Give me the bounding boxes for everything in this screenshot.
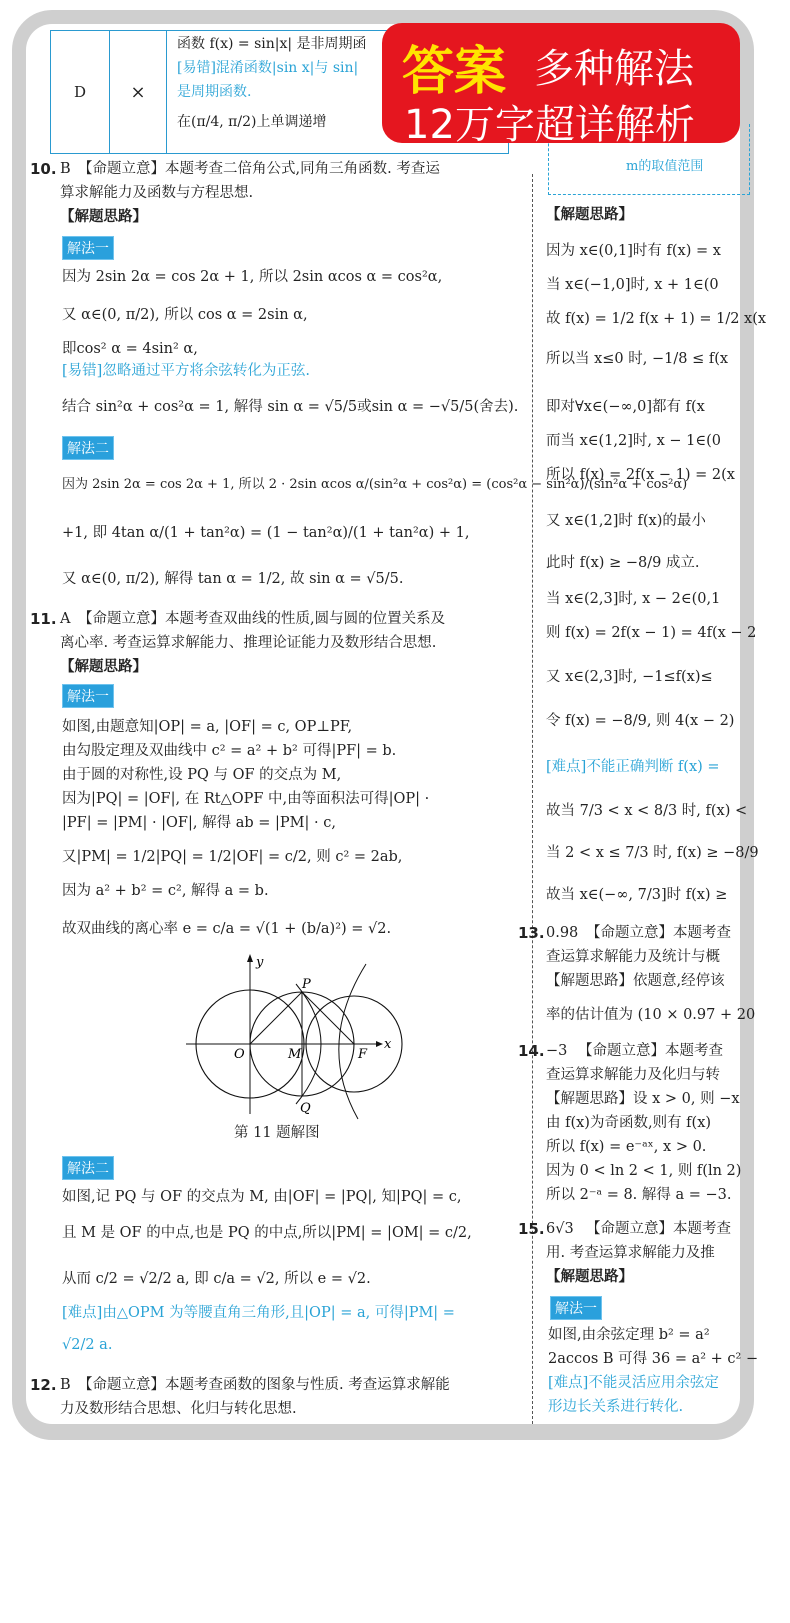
q11-line-7: 因为 a² + b² = c², 解得 a = b. [62, 883, 269, 899]
q11-line-3: 由于圆的对称性,设 PQ 与 OF 的交点为 M, [62, 767, 342, 783]
q11-line-6: 又|PM| = 1/2|PQ| = 1/2|OF| = c/2, 则 c² = 2ab, [62, 849, 403, 865]
q15-idea-heading: 【解题思路】 [546, 1269, 633, 1285]
q15-line-2: 2accos B 可得 36 = a² + c² − [548, 1351, 759, 1367]
r-line-8: 又 x∈(1,2]时 f(x)的最小 [546, 513, 706, 529]
q11-line-9: 如图,记 PQ 与 OF 的交点为 M, 由|OF| = |PQ|, 知|PQ| = c, [62, 1189, 462, 1205]
fig-label-m: M [288, 1047, 302, 1062]
q12-answer: B [60, 1377, 71, 1393]
segment-op [250, 992, 302, 1044]
q10-line-6: +1, 即 4tan α/(1 + tan²α) = (1 − tan²α)/(1 + tan²α) + 1, [62, 525, 470, 541]
option-line-4: 在(π/4, π/2)上单调递增 [177, 114, 327, 130]
option-letter: D [51, 31, 110, 154]
q10-number: 10. [30, 160, 57, 178]
q15-difficulty-note: [难点]不能灵活应用余弦定 [548, 1375, 719, 1391]
q11-line-1: 如图,由题意知|OP| = a, |OF| = c, OP⊥PF, [62, 719, 353, 735]
q10-line-7: 又 α∈(0, π/2), 解得 tan α = 1/2, 故 sin α = √5/5. [62, 571, 404, 587]
q11-idea-heading: 【解题思路】 [60, 659, 147, 675]
q11-method-1-tag: 解法一 [62, 684, 114, 708]
q14-line-3: 所以 f(x) = e⁻ᵃˣ, x > 0. [546, 1139, 707, 1155]
q10-method-2-tag: 解法二 [62, 436, 114, 460]
q15-difficulty-note-2: 形边长关系进行转化. [548, 1399, 684, 1415]
q12-intent: 【命题立意】本题考查函数的图象与性质. 考查运算求解能 [78, 1377, 450, 1393]
q13-intent: 【命题立意】本题考查 [586, 925, 731, 941]
q11-intent: 【命题立意】本题考查双曲线的性质,圆与圆的位置关系及 [78, 611, 446, 627]
q11-answer: A [60, 611, 71, 627]
fig-label-y: y [256, 955, 264, 970]
banner-subtitle: 12万字超详解析 [404, 102, 695, 148]
q11-line-10: 且 M 是 OF 的中点,也是 PQ 的中点,所以|PM| = |OM| = c/2, [62, 1225, 472, 1241]
q12-intent-2: 力及数形结合思想、化归与转化思想. [60, 1401, 297, 1417]
q14-line-5: 所以 2⁻ᵃ = 8. 解得 a = −3. [546, 1187, 732, 1203]
fig-label-f: F [358, 1047, 368, 1062]
q11-line-5: |PF| = |PM| · |OF|, 解得 ab = |PM| · c, [62, 815, 336, 831]
r-line-1: 因为 x∈(0,1]时有 f(x) = x [546, 243, 721, 259]
option-line-2: [易错]混淆函数|sin x|与 sin| [177, 60, 359, 76]
q10-line-3: 即cos² α = 4sin² α, [62, 341, 198, 357]
q14-intent-2: 查运算求解能力及化归与转 [546, 1067, 720, 1083]
segment-pf [302, 992, 354, 1044]
q13-number: 13. [518, 924, 545, 942]
q14-number: 14. [518, 1042, 545, 1060]
y-axis-arrow [247, 954, 253, 962]
q10-answer: B [60, 161, 71, 177]
fig-label-o: O [234, 1047, 245, 1062]
q15-answer: 6√3 [546, 1221, 574, 1237]
q10-line-2: 又 α∈(0, π/2), 所以 cos α = 2sin α, [62, 307, 308, 323]
q10-intent-2: 算求解能力及函数与方程思想. [60, 185, 254, 201]
r-line-4: 所以当 x≤0 时, −1/8 ≤ f(x [546, 351, 729, 367]
q11-difficulty-note-2: √2/2 a. [62, 1337, 113, 1353]
q11-line-8: 故双曲线的离心率 e = c/a = √(1 + (b/a)²) = √2. [62, 921, 392, 937]
q15-intent: 【命题立意】本题考查 [586, 1221, 731, 1237]
r-line-13: 令 f(x) = −8/9, 则 4(x − 2) [546, 713, 735, 729]
fig-label-q: Q [300, 1101, 311, 1116]
r-line-9: 此时 f(x) ≥ −8/9 成立. [546, 555, 700, 571]
q10-intent: 【命题立意】本题考查二倍角公式,同角三角函数. 考查运 [78, 161, 440, 177]
q11-intent-2: 离心率. 考查运算求解能力、推理论证能力及数形结合思想. [60, 635, 437, 651]
q14-line-4: 因为 0 < ln 2 < 1, 则 f(ln 2) [546, 1163, 742, 1179]
r-line-12: 又 x∈(2,3]时, −1≤f(x)≤ [546, 669, 713, 685]
q12-number: 12. [30, 1376, 57, 1394]
r-line-15: 故当 7/3 < x < 8/3 时, f(x) < [546, 803, 748, 819]
q13-line-1: 【解题思路】依题意,经停该 [546, 973, 725, 989]
option-mark: × [110, 31, 167, 154]
q11-difficulty-note: [难点]由△OPM 为等腰直角三角形,且|OP| = a, 可得|PM| = [62, 1305, 455, 1321]
q10-line-4: 结合 sin²α + cos²α = 1, 解得 sin α = √5/5或sin α = −√5/5(舍去). [62, 399, 519, 415]
r-line-17: 故当 x∈(−∞, 7/3]时 f(x) ≥ [546, 887, 728, 903]
q14-intent: 【命题立意】本题考查 [578, 1043, 723, 1059]
r-line-5: 即对∀x∈(−∞,0]都有 f(x [546, 399, 705, 415]
q10-line-5: 因为 2sin 2α = cos 2α + 1, 所以 2 · 2sin αcos α/(sin²α + cos²α) = (cos²α − sin²α)/(sin²α + cos²α) [62, 477, 688, 492]
banner-methods: 多种解法 [534, 46, 694, 92]
r-line-2: 当 x∈(−1,0]时, x + 1∈(0 [546, 277, 719, 293]
diagram-box-label: m的取值范围 [626, 159, 704, 174]
q15-line-1: 如图,由余弦定理 b² = a² [548, 1327, 710, 1343]
q11-line-4: 因为|PQ| = |OF|, 在 Rt△OPF 中,由等面积法可得|OP| · [62, 791, 430, 807]
q12-idea-heading: 【解题思路】 [546, 207, 633, 223]
q11-figure-caption: 第 11 题解图 [234, 1125, 320, 1141]
q10-line-1: 因为 2sin 2α = cos 2α + 1, 所以 2sin αcos α = cos²α, [62, 269, 443, 285]
document-page [26, 24, 767, 1424]
hyperbola-asymptote [339, 964, 366, 1119]
r-line-11: 则 f(x) = 2f(x − 1) = 4f(x − 2 [546, 625, 757, 641]
r-line-7: 所以 f(x) = 2f(x − 1) = 2(x [546, 467, 735, 483]
q11-number: 11. [30, 610, 57, 628]
q15-intent-2: 用. 考查运算求解能力及推 [546, 1245, 715, 1261]
q10-method-1-tag: 解法一 [62, 236, 114, 260]
x-axis-arrow [376, 1041, 383, 1047]
q15-method-1-tag: 解法一 [550, 1296, 602, 1320]
q11-figure [176, 954, 396, 1124]
fig-label-p: P [302, 977, 311, 992]
q15-number: 15. [518, 1220, 545, 1238]
q14-line-1: 【解题思路】设 x > 0, 则 −x [546, 1091, 740, 1107]
r-line-16: 当 2 < x ≤ 7/3 时, f(x) ≥ −8/9 [546, 845, 759, 861]
q14-answer: −3 [546, 1043, 568, 1059]
banner-answer-word: 答案 [402, 42, 507, 102]
option-line-3: 是周期函数. [177, 84, 252, 100]
r-line-3: 故 f(x) = 1/2 f(x + 1) = 1/2 x(x [546, 311, 767, 327]
fig-label-x: x [384, 1037, 392, 1052]
q11-method-2-tag: 解法二 [62, 1156, 114, 1180]
q11-line-11: 从而 c/2 = √2/2 a, 即 c/a = √2, 所以 e = √2. [62, 1271, 371, 1287]
q13-answer: 0.98 [546, 925, 579, 941]
r-difficulty-note: [难点]不能正确判断 f(x) = [546, 759, 720, 775]
r-line-6: 而当 x∈(1,2]时, x − 1∈(0 [546, 433, 721, 449]
promo-banner [382, 23, 740, 148]
q10-idea-heading: 【解题思路】 [60, 209, 147, 225]
option-line-1: 函数 f(x) = sin|x| 是非周期函 [177, 36, 367, 52]
r-line-10: 当 x∈(2,3]时, x − 2∈(0,1 [546, 591, 721, 607]
q10-error-note: [易错]忽略通过平方将余弦转化为正弦. [62, 363, 310, 379]
q11-line-2: 由勾股定理及双曲线中 c² = a² + b² 可得|PF| = b. [62, 743, 397, 759]
q13-intent-2: 查运算求解能力及统计与概 [546, 949, 720, 965]
q13-line-2: 率的估计值为 (10 × 0.97 + 20 [546, 1007, 756, 1023]
q14-line-2: 由 f(x)为奇函数,则有 f(x) [546, 1115, 712, 1131]
